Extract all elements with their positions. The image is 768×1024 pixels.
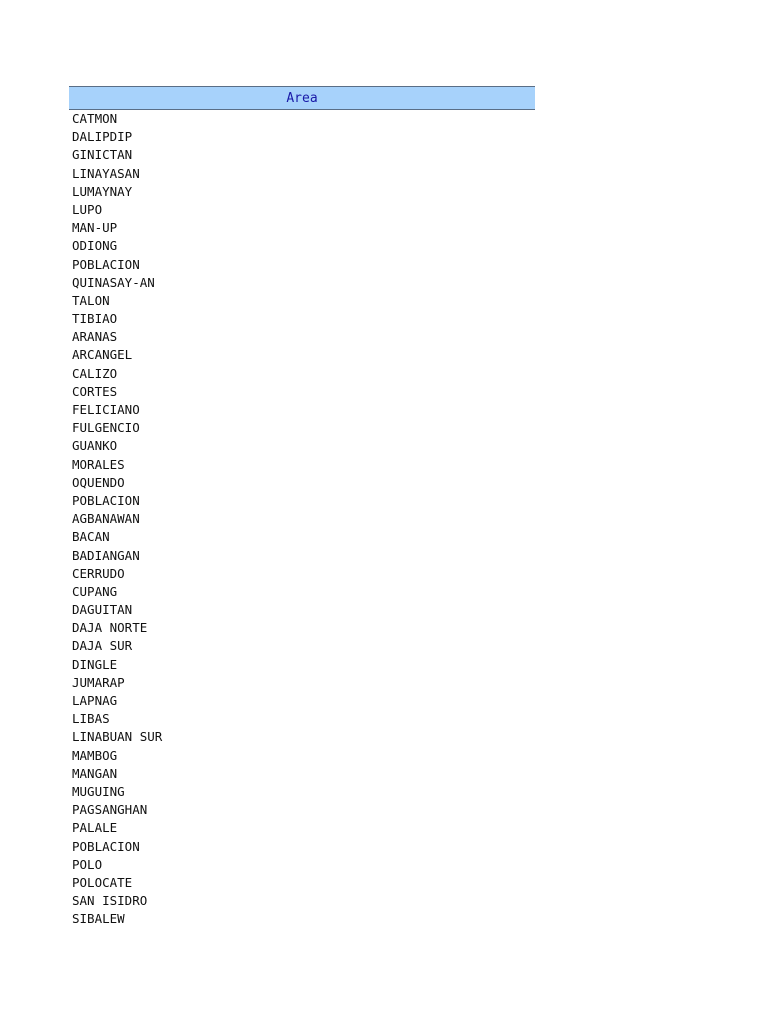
- table-row: CERRUDO: [72, 565, 125, 581]
- table-row: ARANAS: [72, 329, 118, 345]
- table-row: PAGSANGHAN: [72, 802, 148, 818]
- table-header: [69, 86, 535, 110]
- table-row: POLO: [72, 856, 103, 872]
- table-row: OQUENDO: [72, 474, 125, 490]
- table-row: MUGUING: [72, 783, 125, 799]
- table-row: DALIPDIP: [72, 129, 133, 145]
- table-row: CATMON: [72, 111, 118, 126]
- table-row: BADIANGAN: [72, 547, 140, 563]
- table-row: SIBALEW: [72, 911, 125, 927]
- table-row: FELICIANO: [72, 402, 140, 417]
- table-row: DAJA SUR: [72, 638, 133, 654]
- table-row: MAMBOG: [72, 747, 118, 763]
- table-row: POBLACION: [72, 256, 140, 272]
- table-row: CUPANG: [72, 583, 118, 599]
- table-row: MANGAN: [72, 765, 118, 781]
- table-row: DAGUITAN: [72, 602, 133, 618]
- area-table: [69, 86, 535, 928]
- table-row: AGBANAWAN: [72, 511, 140, 527]
- table-row: LINABUAN SUR: [72, 729, 163, 745]
- table-row: GINICTAN: [72, 147, 133, 163]
- table-row: QUINASAY-AN: [72, 274, 155, 290]
- table-row: LUPO: [72, 201, 103, 217]
- table-body: [69, 110, 535, 928]
- table-row: TIBIAO: [72, 311, 118, 327]
- table-row: MORALES: [72, 456, 125, 472]
- table-row: POBLACION: [72, 838, 140, 854]
- column-header-area: Area: [286, 90, 318, 106]
- table-row: LIBAS: [72, 711, 110, 727]
- table-row: CORTES: [72, 383, 118, 399]
- table-row: FULGENCIO: [72, 420, 140, 436]
- table-row: LAPNAG: [72, 693, 118, 708]
- table-row: LUMAYNAY: [72, 183, 133, 199]
- table-row: POBLACION: [72, 492, 140, 508]
- table-row: JUMARAP: [72, 674, 125, 690]
- table-row: BACAN: [72, 529, 110, 545]
- table-row: DAJA NORTE: [72, 620, 148, 636]
- table-row: ODIONG: [72, 238, 118, 254]
- table-row: SAN ISIDRO: [72, 893, 148, 909]
- table-row: LINAYASAN: [72, 165, 140, 181]
- table-row: TALON: [72, 292, 110, 308]
- table-row: MAN-UP: [72, 220, 118, 236]
- table-row: ARCANGEL: [72, 347, 133, 363]
- table-row: GUANKO: [72, 438, 118, 454]
- table-row: PALALE: [72, 820, 118, 836]
- table-row: CALIZO: [72, 365, 118, 381]
- table-row: DINGLE: [72, 656, 118, 672]
- table-row: POLOCATE: [72, 874, 133, 890]
